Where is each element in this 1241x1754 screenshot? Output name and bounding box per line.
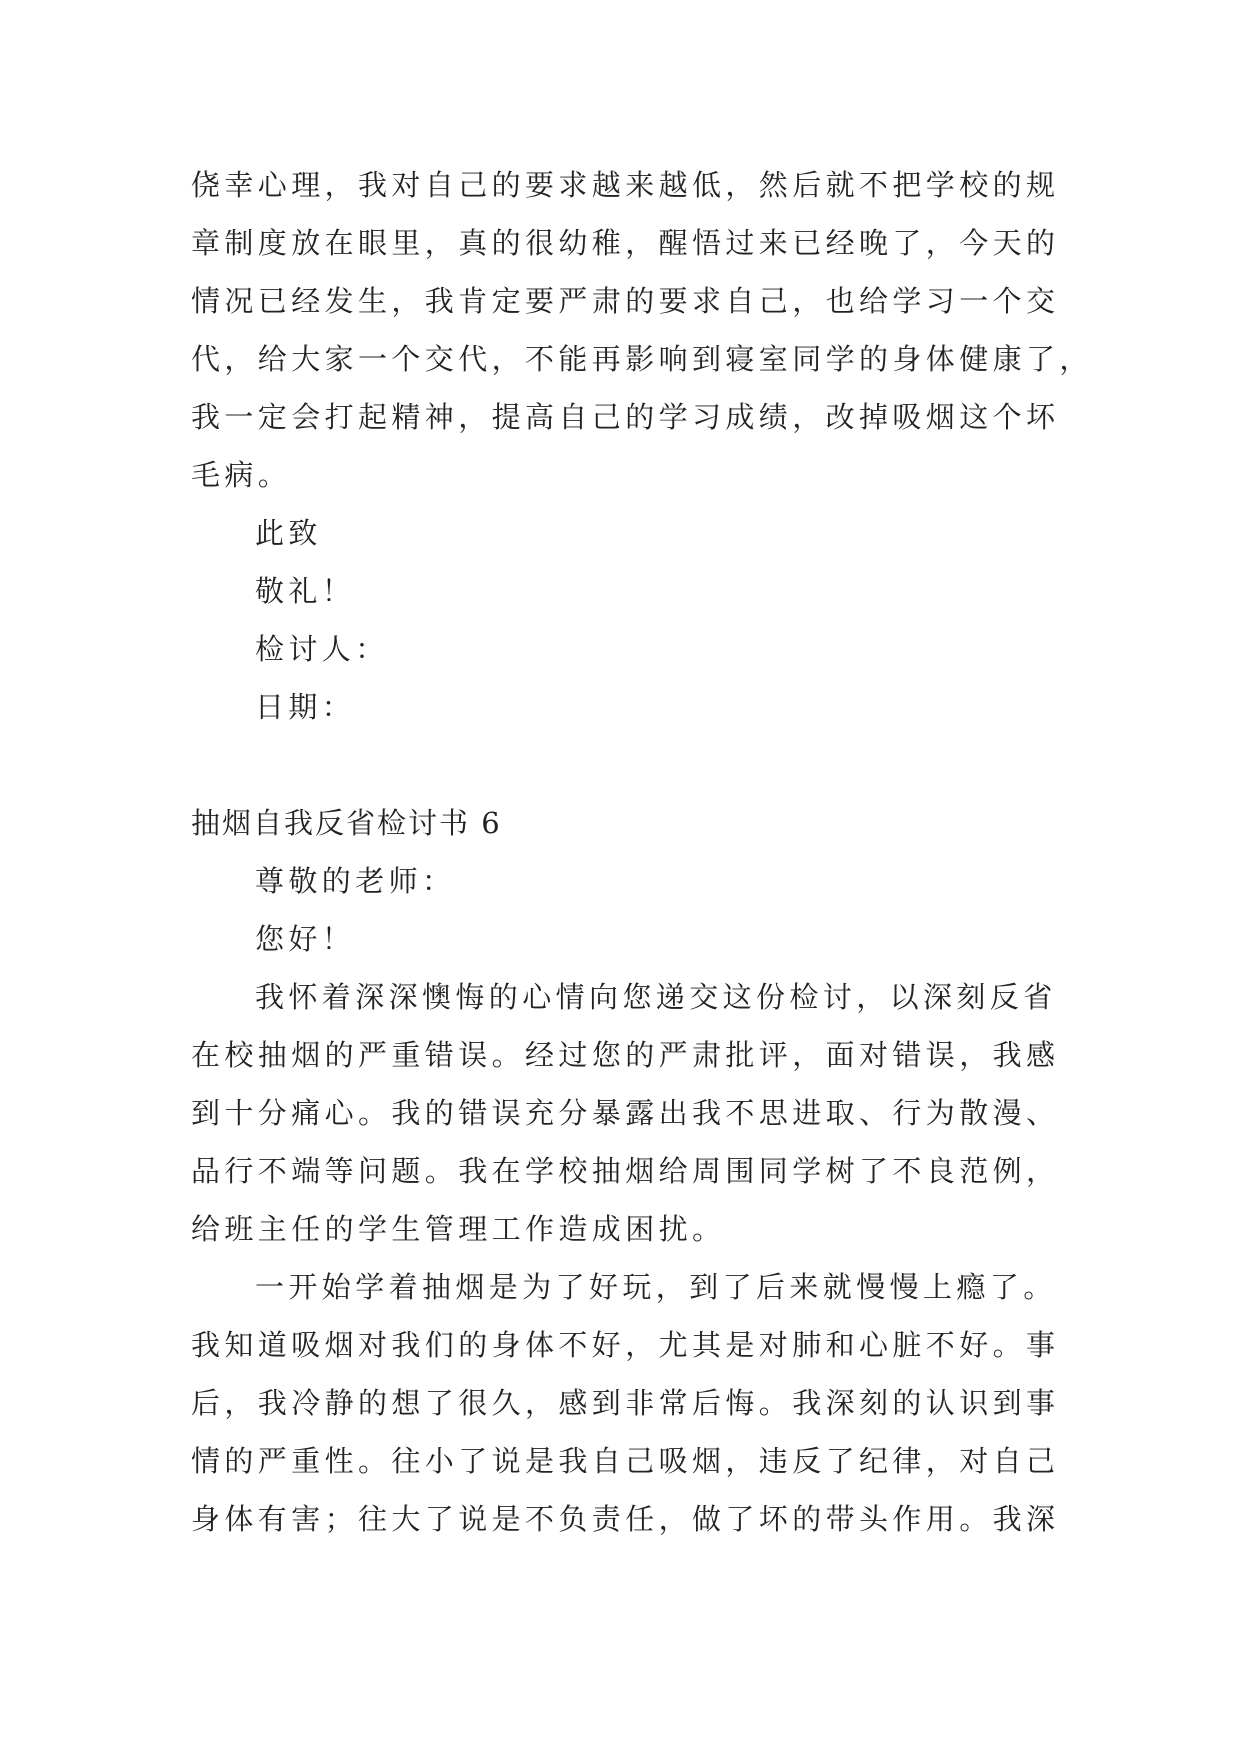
paragraph-line-8: 后，我冷静的想了很久，感到非常后悔。我深刻的认识到事: [191, 1386, 1060, 1420]
body-line-5: 我一定会打起精神，提高自己的学习成绩，改掉吸烟这个坏: [191, 400, 1060, 434]
section-title: 抽烟自我反省检讨书 6: [191, 806, 502, 840]
letter-greeting: 尊敬的老师：: [255, 864, 456, 898]
paragraph-line-6: 一开始学着抽烟是为了好玩，到了后来就慢慢上瘾了。: [255, 1270, 1057, 1304]
paragraph-line-5: 给班主任的学生管理工作造成困扰。: [191, 1212, 726, 1246]
closing-regards: 敬礼！: [255, 574, 356, 608]
body-line-6: 毛病。: [191, 458, 292, 492]
paragraph-line-7: 我知道吸烟对我们的身体不好，尤其是对肺和心脏不好。事: [191, 1328, 1060, 1362]
paragraph-line-4: 品行不端等问题。我在学校抽烟给周围同学树了不良范例，: [191, 1154, 1060, 1188]
paragraph-line-9: 情的严重性。往小了说是我自己吸烟，违反了纪律，对自己: [191, 1444, 1060, 1478]
closing-author: 检讨人：: [255, 632, 389, 666]
body-line-1: 侥幸心理，我对自己的要求越来越低，然后就不把学校的规: [191, 168, 1060, 202]
paragraph-line-1: 我怀着深深懊悔的心情向您递交这份检讨，以深刻反省: [255, 980, 1057, 1014]
body-line-2: 章制度放在眼里，真的很幼稚，醒悟过来已经晚了，今天的: [191, 226, 1060, 260]
paragraph-line-3: 到十分痛心。我的错误充分暴露出我不思进取、行为散漫、: [191, 1096, 1060, 1130]
paragraph-line-10: 身体有害；往大了说是不负责任，做了坏的带头作用。我深: [191, 1502, 1060, 1536]
paragraph-line-2: 在校抽烟的严重错误。经过您的严肃批评，面对错误，我感: [191, 1038, 1060, 1072]
body-line-4: 代，给大家一个交代，不能再影响到寝室同学的身体健康了，: [191, 342, 1093, 376]
closing-date: 日期：: [255, 690, 356, 724]
closing-salutation: 此致: [255, 516, 322, 550]
body-line-3: 情况已经发生，我肯定要严肃的要求自己，也给学习一个交: [191, 284, 1060, 318]
letter-hello: 您好！: [255, 922, 356, 956]
